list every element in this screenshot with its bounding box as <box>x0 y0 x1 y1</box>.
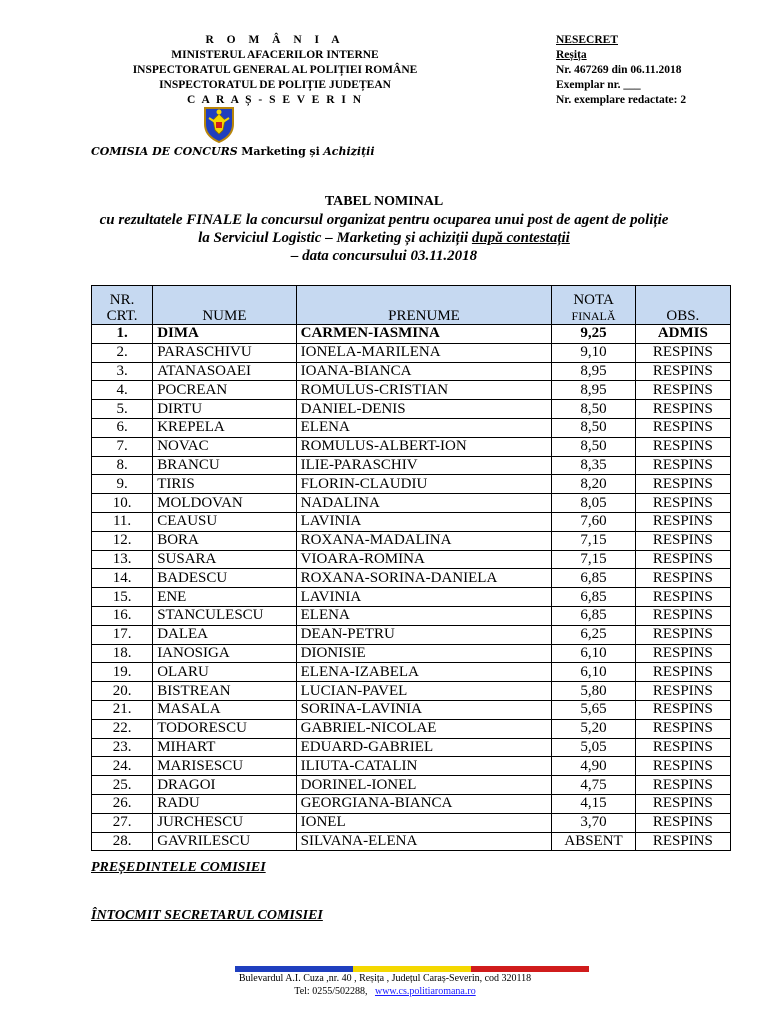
table-row <box>92 663 731 682</box>
row-obs: RESPINS <box>635 381 730 400</box>
row-nume: DIMA <box>153 325 296 344</box>
row-nr: 4. <box>92 381 153 400</box>
row-nota: 8,50 <box>552 400 635 419</box>
row-nr: 5. <box>92 400 153 419</box>
row-nume: ATANASOAEI <box>153 362 296 381</box>
header-right <box>556 33 756 108</box>
row-obs: RESPINS <box>635 682 730 701</box>
row-nota: 8,50 <box>552 418 635 437</box>
header-nr-line2: CRT. <box>106 308 138 324</box>
row-prenume: ROXANA-MADALINA <box>296 531 552 550</box>
row-nota: 4,75 <box>552 776 635 795</box>
title-line-3 <box>40 229 728 247</box>
commission-prefix: COMISIA DE CONCURS <box>91 145 238 158</box>
row-nume: BRANCU <box>153 456 296 475</box>
row-prenume: LUCIAN-PAVEL <box>296 682 552 701</box>
row-nr: 16. <box>92 606 153 625</box>
commission-middle: Marketing <box>241 145 306 158</box>
row-nota: 3,70 <box>552 813 635 832</box>
row-nr: 24. <box>92 757 153 776</box>
row-nota: 8,20 <box>552 475 635 494</box>
table-row <box>92 325 731 344</box>
table-row <box>92 682 731 701</box>
row-obs: RESPINS <box>635 494 730 513</box>
row-prenume: ILIE-PARASCHIV <box>296 456 552 475</box>
title-line-4: – data concursului 03.11.2018 <box>290 248 478 264</box>
row-nota: 6,85 <box>552 606 635 625</box>
row-prenume: ROMULUS-CRISTIAN <box>296 381 552 400</box>
footer-website-link[interactable]: www.cs.politiaromana.ro <box>374 986 476 997</box>
row-obs: RESPINS <box>635 700 730 719</box>
row-nume: GAVRILESCU <box>153 832 296 851</box>
row-nr: 13. <box>92 550 153 569</box>
row-nr: 8. <box>92 456 153 475</box>
row-nota: 7,60 <box>552 512 635 531</box>
row-nota: 8,05 <box>552 494 635 513</box>
romanian-coat-of-arms-icon <box>201 104 237 144</box>
row-obs: RESPINS <box>635 719 730 738</box>
president-signature-label: PREȘEDINTELE COMISIEI <box>91 860 266 875</box>
row-obs: ADMIS <box>635 325 730 344</box>
row-nr: 18. <box>92 644 153 663</box>
header-prenume: PRENUME <box>296 286 552 325</box>
row-prenume: ELENA-IZABELA <box>296 663 552 682</box>
row-nume: RADU <box>153 794 296 813</box>
row-obs: RESPINS <box>635 625 730 644</box>
row-nota: 6,10 <box>552 644 635 663</box>
classification-label: NESECRET <box>556 34 618 46</box>
row-prenume: CARMEN-IASMINA <box>296 325 552 344</box>
row-obs: RESPINS <box>635 813 730 832</box>
header-nume: NUME <box>153 286 296 325</box>
row-nr: 22. <box>92 719 153 738</box>
footer-contact <box>180 985 590 998</box>
row-nume: BORA <box>153 531 296 550</box>
city-label: Reșița <box>556 49 587 61</box>
header-nr <box>92 286 153 325</box>
header-nota-line2: FINALĂ <box>571 309 616 323</box>
table-row <box>92 813 731 832</box>
row-nota: 6,85 <box>552 588 635 607</box>
row-prenume: ELENA <box>296 606 552 625</box>
row-prenume: ROMULUS-ALBERT-ION <box>296 437 552 456</box>
row-nota: 8,35 <box>552 456 635 475</box>
row-nume: SUSARA <box>153 550 296 569</box>
table-row <box>92 719 731 738</box>
footer-address: Bulevardul A.I. Cuza ,nr. 40 , Reșița , Județul Caraș-Severin, cod 320118 <box>238 973 532 984</box>
table-row <box>92 512 731 531</box>
footer-phone: Tel: 0255/502288, <box>294 986 368 997</box>
row-obs: RESPINS <box>635 663 730 682</box>
table-row <box>92 418 731 437</box>
row-nota: 4,15 <box>552 794 635 813</box>
row-prenume: FLORIN-CLAUDIU <box>296 475 552 494</box>
row-nr: 10. <box>92 494 153 513</box>
row-nume: BISTREAN <box>153 682 296 701</box>
row-nota: 5,65 <box>552 700 635 719</box>
row-prenume: EDUARD-GABRIEL <box>296 738 552 757</box>
table-row <box>92 757 731 776</box>
title-line-1: TABEL NOMINAL <box>324 194 444 209</box>
commission-conj: și <box>309 145 320 158</box>
row-obs: RESPINS <box>635 343 730 362</box>
row-nota: 6,10 <box>552 663 635 682</box>
title-line-3a: la Serviciul Logistic – Marketing și achiziții <box>198 230 469 246</box>
row-nume: ENE <box>153 588 296 607</box>
row-nr: 19. <box>92 663 153 682</box>
row-obs: RESPINS <box>635 738 730 757</box>
row-nr: 11. <box>92 512 153 531</box>
row-prenume: LAVINIA <box>296 588 552 607</box>
table-row <box>92 400 731 419</box>
row-obs: RESPINS <box>635 569 730 588</box>
results-table <box>91 285 731 851</box>
header-obs: OBS. <box>635 286 730 325</box>
table-row <box>92 456 731 475</box>
row-nume: MIHART <box>153 738 296 757</box>
row-prenume: SORINA-LAVINIA <box>296 700 552 719</box>
row-prenume: VIOARA-ROMINA <box>296 550 552 569</box>
row-nr: 26. <box>92 794 153 813</box>
row-obs: RESPINS <box>635 456 730 475</box>
row-nr: 12. <box>92 531 153 550</box>
table-header-row <box>92 286 731 325</box>
row-nota: 5,20 <box>552 719 635 738</box>
row-nr: 17. <box>92 625 153 644</box>
row-nr: 25. <box>92 776 153 795</box>
header-inspectorate-county: INSPECTORATUL DE POLIȚIE JUDEȚEAN <box>159 79 391 91</box>
row-obs: RESPINS <box>635 588 730 607</box>
row-nume: KREPELA <box>153 418 296 437</box>
row-nr: 27. <box>92 813 153 832</box>
table-row <box>92 550 731 569</box>
table-row <box>92 644 731 663</box>
row-prenume: IOANA-BIANCA <box>296 362 552 381</box>
row-obs: RESPINS <box>635 644 730 663</box>
row-nr: 3. <box>92 362 153 381</box>
row-nume: TIRIS <box>153 475 296 494</box>
row-nota: 6,25 <box>552 625 635 644</box>
row-prenume: GEORGIANA-BIANCA <box>296 794 552 813</box>
table-row <box>92 794 731 813</box>
header-country: R O M Â N I A <box>205 34 345 46</box>
commission-label <box>91 145 375 158</box>
row-obs: RESPINS <box>635 776 730 795</box>
row-nume: PARASCHIVU <box>153 343 296 362</box>
row-nume: OLARU <box>153 663 296 682</box>
table-row <box>92 569 731 588</box>
row-nota: 8,50 <box>552 437 635 456</box>
copies-count: Nr. exemplare redactate: 2 <box>556 94 687 106</box>
row-prenume: DIONISIE <box>296 644 552 663</box>
row-prenume: ILIUTA-CATALIN <box>296 757 552 776</box>
row-nume: NOVAC <box>153 437 296 456</box>
row-obs: RESPINS <box>635 757 730 776</box>
row-nume: MOLDOVAN <box>153 494 296 513</box>
row-nota: 7,15 <box>552 550 635 569</box>
table-row <box>92 381 731 400</box>
row-obs: RESPINS <box>635 512 730 531</box>
row-nota: 4,90 <box>552 757 635 776</box>
title-line-2: cu rezultatele FINALE la concursul organizat pentru ocuparea unui post de agent de poliție <box>99 212 669 228</box>
row-nr: 6. <box>92 418 153 437</box>
row-prenume: IONEL <box>296 813 552 832</box>
table-row <box>92 700 731 719</box>
row-nume: DALEA <box>153 625 296 644</box>
row-nr: 2. <box>92 343 153 362</box>
row-obs: RESPINS <box>635 362 730 381</box>
table-row <box>92 776 731 795</box>
table-row <box>92 625 731 644</box>
row-prenume: ELENA <box>296 418 552 437</box>
row-nota: 5,80 <box>552 682 635 701</box>
header-ministry: MINISTERUL AFACERILOR INTERNE <box>171 49 379 61</box>
row-nota: ABSENT <box>552 832 635 851</box>
header-county: C A R A Ș - S E V E R I N <box>186 94 364 106</box>
secretary-signature-label: ÎNTOCMIT SECRETARUL COMISIEI <box>91 908 323 923</box>
row-nota: 9,25 <box>552 325 635 344</box>
row-prenume: GABRIEL-NICOLAE <box>296 719 552 738</box>
footer <box>180 972 590 998</box>
row-prenume: DEAN-PETRU <box>296 625 552 644</box>
header-inspectorate-general: INSPECTORATUL GENERAL AL POLIȚIEI ROMÂNE <box>132 64 418 76</box>
row-nume: POCREAN <box>153 381 296 400</box>
row-nume: TODORESCU <box>153 719 296 738</box>
copy-number: Exemplar nr. ___ <box>556 79 641 91</box>
row-obs: RESPINS <box>635 531 730 550</box>
header-nota <box>552 286 635 325</box>
row-nr: 1. <box>92 325 153 344</box>
row-prenume: ROXANA-SORINA-DANIELA <box>296 569 552 588</box>
row-nume: JURCHESCU <box>153 813 296 832</box>
row-prenume: LAVINIA <box>296 512 552 531</box>
row-nume: STANCULESCU <box>153 606 296 625</box>
row-nota: 8,95 <box>552 362 635 381</box>
row-nota: 8,95 <box>552 381 635 400</box>
row-obs: RESPINS <box>635 437 730 456</box>
row-nota: 7,15 <box>552 531 635 550</box>
row-nr: 23. <box>92 738 153 757</box>
header-left <box>60 33 490 108</box>
table-row <box>92 531 731 550</box>
row-prenume: DORINEL-IONEL <box>296 776 552 795</box>
row-nume: MARISESCU <box>153 757 296 776</box>
table-row <box>92 738 731 757</box>
row-prenume: IONELA-MARILENA <box>296 343 552 362</box>
row-obs: RESPINS <box>635 832 730 851</box>
commission-suffix: Achiziții <box>323 145 375 158</box>
table-row <box>92 362 731 381</box>
table-row <box>92 475 731 494</box>
row-nota: 5,05 <box>552 738 635 757</box>
header-nota-line1: NOTA <box>573 292 614 308</box>
table-row <box>92 437 731 456</box>
row-nume: IANOSIGA <box>153 644 296 663</box>
table-row <box>92 606 731 625</box>
row-nume: MASALA <box>153 700 296 719</box>
table-row <box>92 588 731 607</box>
title-line-3b: după contestații <box>471 230 570 246</box>
document-title <box>40 193 728 265</box>
row-nota: 6,85 <box>552 569 635 588</box>
row-obs: RESPINS <box>635 475 730 494</box>
row-obs: RESPINS <box>635 400 730 419</box>
row-obs: RESPINS <box>635 550 730 569</box>
row-obs: RESPINS <box>635 418 730 437</box>
row-nr: 9. <box>92 475 153 494</box>
row-obs: RESPINS <box>635 794 730 813</box>
row-nume: DRAGOI <box>153 776 296 795</box>
table-row <box>92 494 731 513</box>
row-nume: BADESCU <box>153 569 296 588</box>
row-nume: CEAUSU <box>153 512 296 531</box>
table-row <box>92 343 731 362</box>
row-nr: 21. <box>92 700 153 719</box>
header-nr-line1: NR. <box>109 292 135 308</box>
registration-number: Nr. 467269 din 06.11.2018 <box>556 64 682 76</box>
row-nume: DIRTU <box>153 400 296 419</box>
row-nr: 28. <box>92 832 153 851</box>
table-row <box>92 832 731 851</box>
row-prenume: SILVANA-ELENA <box>296 832 552 851</box>
row-nr: 15. <box>92 588 153 607</box>
row-nr: 20. <box>92 682 153 701</box>
row-nr: 7. <box>92 437 153 456</box>
row-prenume: NADALINA <box>296 494 552 513</box>
row-nota: 9,10 <box>552 343 635 362</box>
row-obs: RESPINS <box>635 606 730 625</box>
row-prenume: DANIEL-DENIS <box>296 400 552 419</box>
row-nr: 14. <box>92 569 153 588</box>
